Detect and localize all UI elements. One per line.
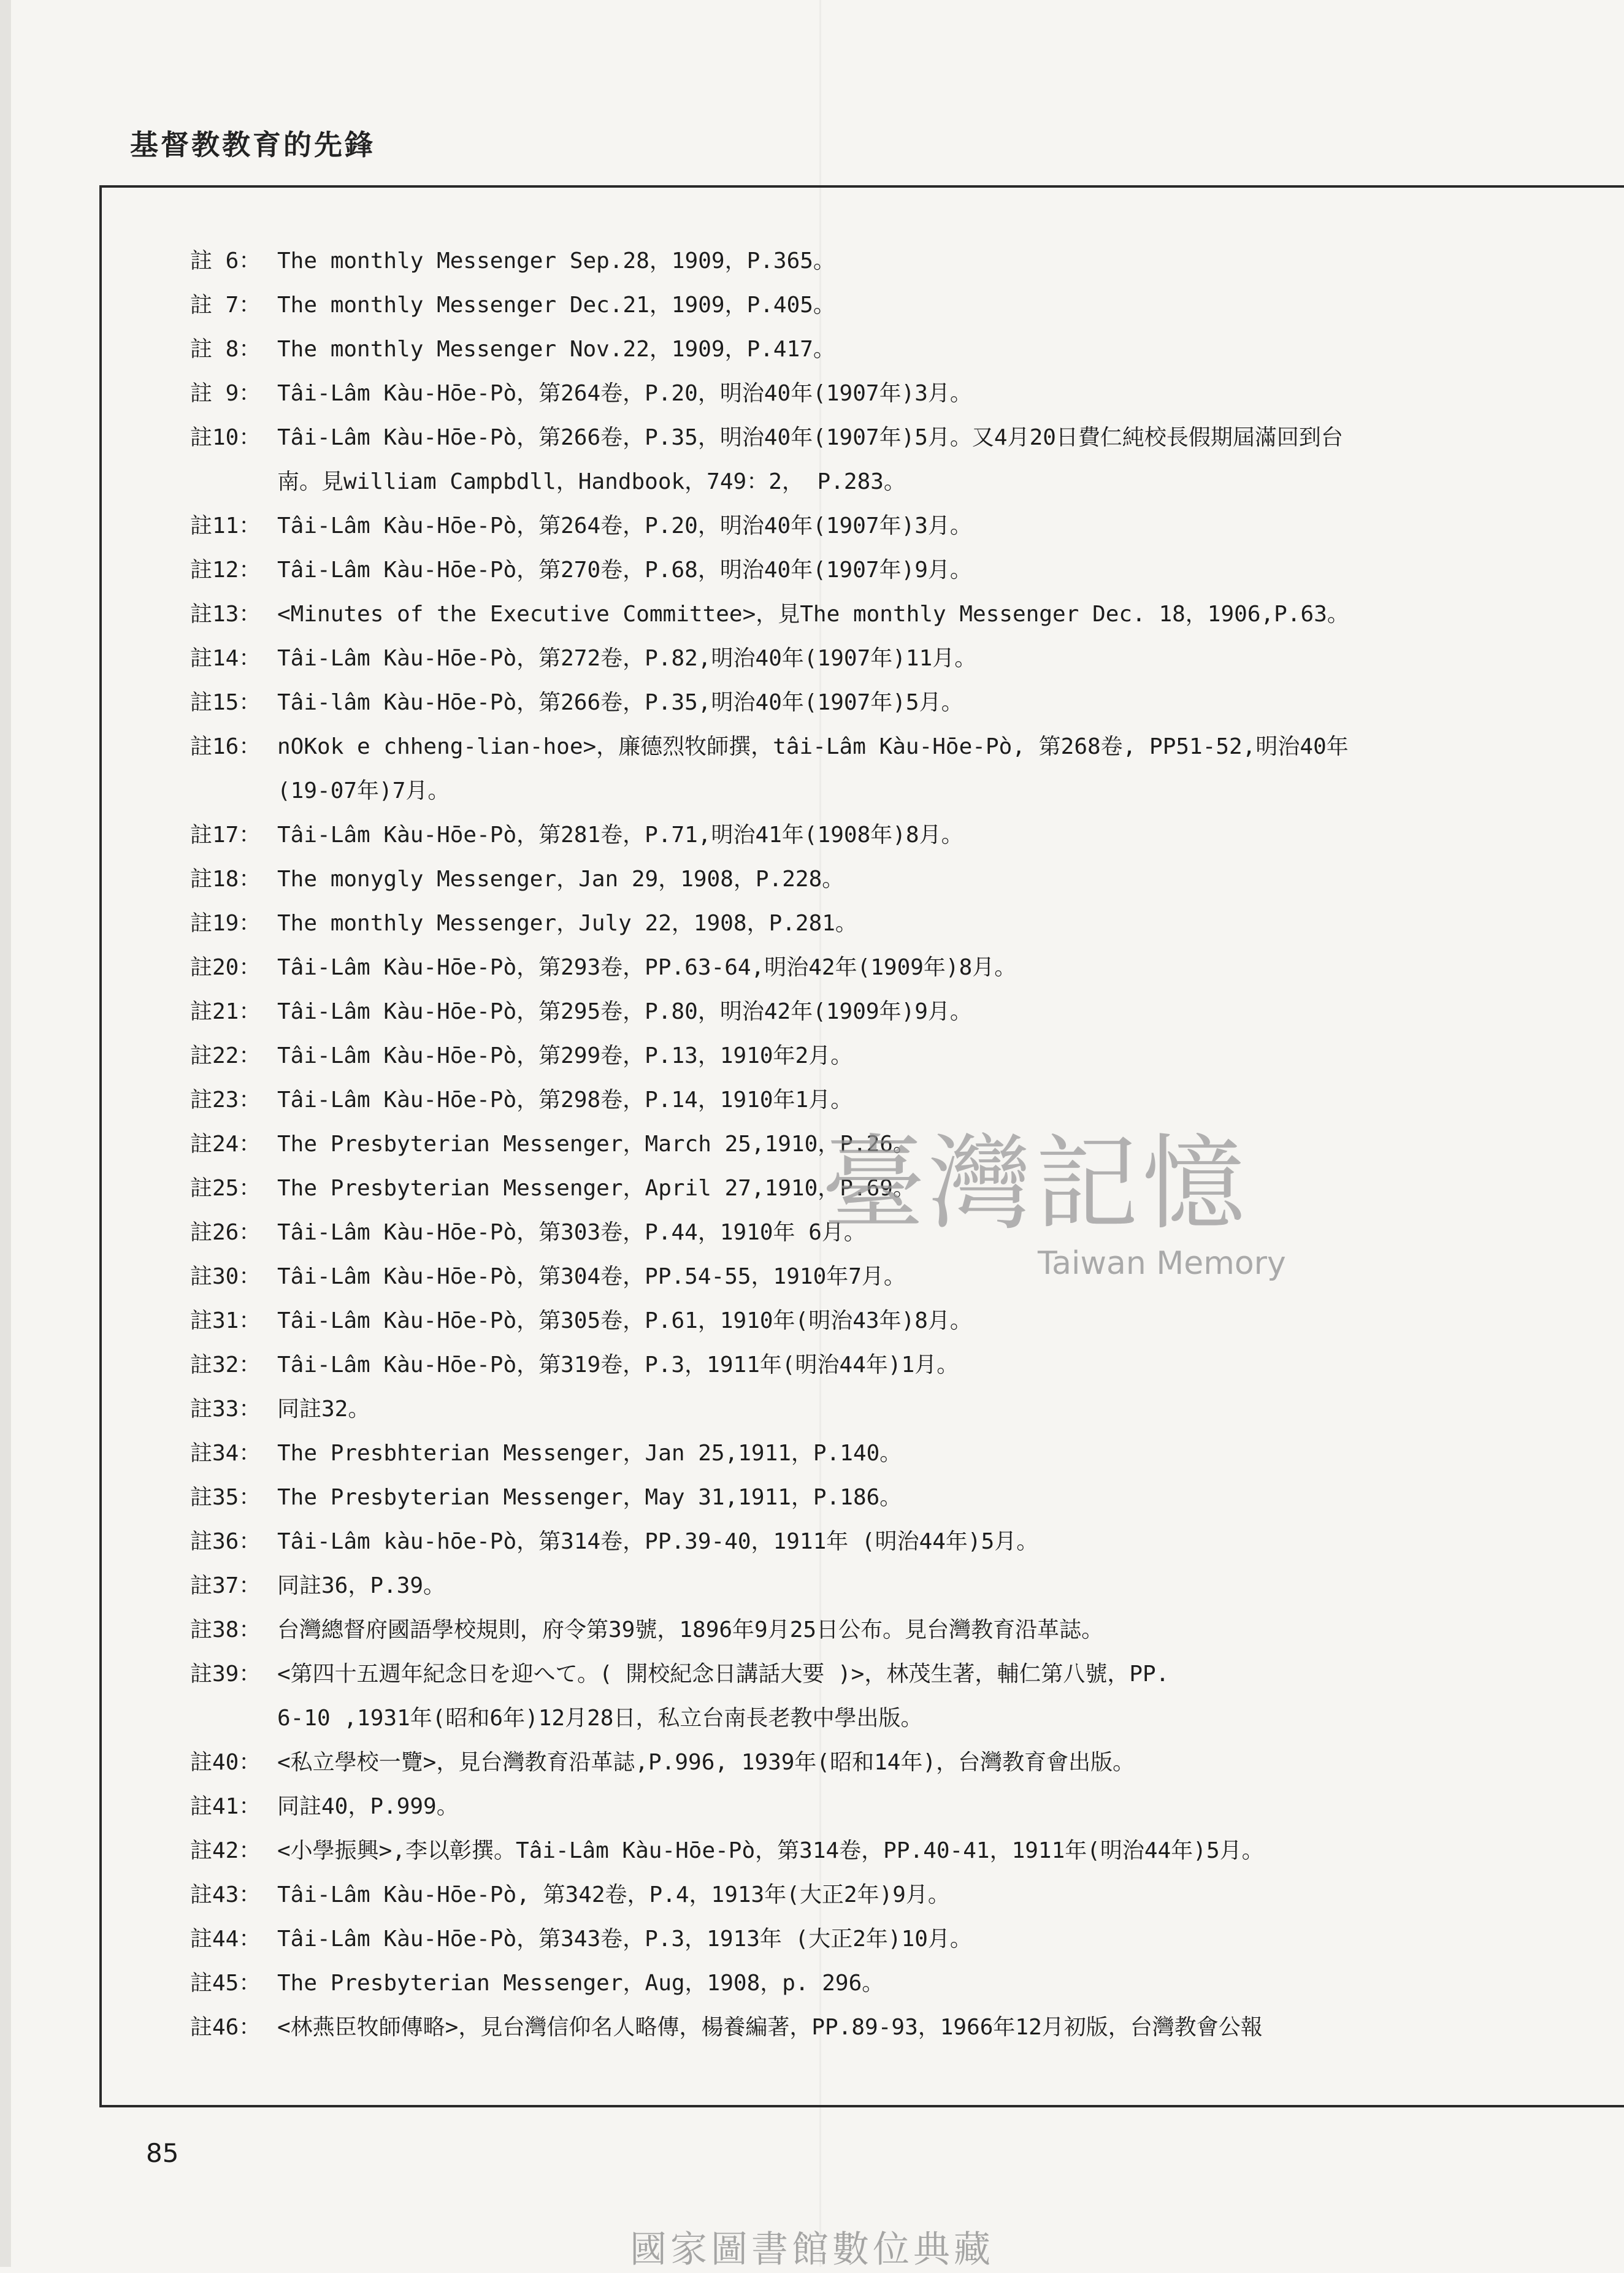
footnote-row [190, 239, 1601, 283]
running-head: 基督教教育的先鋒 [130, 128, 375, 161]
footnote-row [190, 1652, 1601, 1696]
footnote-text: 同註40，P.999。 [277, 1794, 459, 1819]
footnote-label: 註16： [190, 734, 261, 759]
footnote-text: Tâi-Lâm Kàu-Hōe-Pò，第299卷，P.13，1910年2月。 [277, 1043, 853, 1068]
footnote-label: 註21： [190, 999, 261, 1024]
footnote-text: The monthly Messenger，July 22，1908，P.281。 [277, 911, 857, 936]
taiwan-memory-watermark [822, 1122, 1300, 1306]
footnote-label: 註41： [190, 1794, 261, 1819]
footnote-label: 註35： [190, 1485, 261, 1510]
footnote-text: Tâi-Lâm Kàu-Hōe-Pò，第270卷，P.68，明治40年(1907年)9月。 [277, 558, 972, 583]
footnote-label: 註31： [190, 1308, 261, 1333]
footnote-row [190, 1873, 1601, 1917]
footnote-text: The monygly Messenger，Jan 29，1908，P.228。 [277, 867, 845, 892]
footnote-row [190, 1829, 1601, 1873]
frame-rule-bottom [99, 2105, 1624, 2107]
footnote-row [190, 637, 1601, 681]
footnote-row [190, 2006, 1601, 2050]
footnote-text: (19-07年)7月。 [277, 778, 450, 803]
footnote-text: The monthly Messenger Sep.28，1909，P.365。 [277, 248, 835, 274]
footnote-text: Tâi-Lâm Kàu-Hōe-Pò，第264卷，P.20，明治40年(1907年)3月。 [277, 513, 972, 539]
footnote-row [190, 328, 1601, 372]
footnote-row [190, 504, 1601, 548]
footnote-row [190, 857, 1601, 902]
frame-rule-left [99, 185, 102, 2107]
footnote-row [190, 1608, 1601, 1652]
footer-watermark: 國家圖書館數位典藏 [630, 2228, 994, 2271]
footnote-label: 註 6： [190, 248, 261, 274]
footnote-text: Tâi-Lâm kàu-hōe-Pò，第314卷，PP.39-40，1911年 (明治44年)5月。 [277, 1529, 1039, 1554]
footnote-continuation [190, 460, 1601, 504]
footnote-text: Tâi-Lâm Kàu-Hōe-Pò，第293卷，PP.63-64,明治42年(1909年)8月。 [277, 955, 1017, 980]
footnote-row [190, 1961, 1601, 2006]
footnote-row [190, 283, 1601, 328]
footnote-text: <林燕臣牧師傳略>，見台灣信仰名人略傳，楊養編著，PP.89-93，1966年12月初版，台灣教會公報 [277, 2015, 1263, 2040]
footnote-label: 註20： [190, 955, 261, 980]
footnote-text: The Presbyterian Messenger，May 31,1911，P.186。 [277, 1485, 902, 1510]
footnote-text: 同註32。 [277, 1397, 370, 1422]
footnote-label: 註 7： [190, 293, 261, 318]
watermark-sub-text: Taiwan Memory [1038, 1245, 1286, 1282]
footnote-row [190, 1078, 1601, 1122]
footnote-text: Tâi-Lâm Kàu-Hōe-Pò，第295卷，P.80，明治42年(1909年)9月。 [277, 999, 972, 1024]
footnote-row [190, 1741, 1601, 1785]
footnote-text: The Presbyterian Messenger，March 25,1910，P.26。 [277, 1132, 915, 1157]
footnote-text: The monthly Messenger Nov.22，1909，P.417。 [277, 337, 835, 362]
footnote-text: <私立學校一覽>，見台灣教育沿革誌,P.996, 1939年(昭和14年)，台灣教育會出版。 [277, 1750, 1135, 1775]
footnote-text: Tâi-Lâm Kàu-Hōe-Pò，第264卷，P.20，明治40年(1907年)3月。 [277, 381, 972, 406]
footnote-continuation [190, 1696, 1601, 1741]
footnote-row [190, 416, 1601, 460]
footnote-row [190, 813, 1601, 857]
footnote-row [190, 1785, 1601, 1829]
footnote-label: 註22： [190, 1043, 261, 1068]
footnote-label: 註25： [190, 1176, 261, 1201]
footnote-label: 註43： [190, 1882, 261, 1907]
footnote-text: Tâi-Lâm Kàu-Hōe-Pò，第343卷，P.3，1913年 (大正2年)10月。 [277, 1926, 972, 1952]
footnote-label: 註18： [190, 867, 261, 892]
footnote-text: The monthly Messenger Dec.21，1909，P.405。 [277, 293, 835, 318]
footnote-label: 註15： [190, 690, 261, 715]
footnote-text: 6-10 ,1931年(昭和6年)12月28日，私立台南長老教中學出版。 [277, 1706, 923, 1731]
footnote-label: 註14： [190, 646, 261, 671]
footnote-label: 註42： [190, 1838, 261, 1863]
footnote-text: Tâi-Lâm Kàu-Hōe-Pò，第298卷，P.14，1910年1月。 [277, 1087, 853, 1113]
footnote-text: <第四十五週年紀念日を迎へて。( 開校紀念日講話大要 )>，林茂生著，輔仁第八號，PP. [277, 1662, 1170, 1687]
footnote-text: Tâi-Lâm Kàu-Hōe-Pò，第281卷，P.71,明治41年(1908年)8月。 [277, 822, 963, 848]
footnote-row [190, 902, 1601, 946]
footnote-label: 註26： [190, 1220, 261, 1245]
footnote-text: The Presbyterian Messenger，Aug，1908，p. 296。 [277, 1971, 884, 1996]
footnote-label: 註19： [190, 911, 261, 936]
footnote-label: 註10： [190, 425, 261, 450]
footnote-label: 註34： [190, 1441, 261, 1466]
footnote-label: 註40： [190, 1750, 261, 1775]
footnote-label: 註32： [190, 1352, 261, 1378]
footnote-text: <小學振興>,李以彰撰。Tâi-Lâm Kàu-Hōe-Pò，第314卷，PP.40-41，1911年(明治44年)5月。 [277, 1838, 1264, 1863]
footnote-row [190, 1520, 1601, 1564]
footnote-text: Tâi-Lâm Kàu-Hōe-Pò，第305卷，P.61，1910年(明治43年)8月。 [277, 1308, 972, 1333]
footnote-text: Tâi-Lâm Kàu-Hōe-Pò, 第342卷，P.4，1913年(大正2年)9月。 [277, 1882, 950, 1907]
footnote-row [190, 1432, 1601, 1476]
footnote-text: The Presbyterian Messenger，April 27,1910，P.69。 [277, 1176, 915, 1201]
footnote-row [190, 681, 1601, 725]
footnote-label: 註23： [190, 1087, 261, 1113]
footnote-label: 註46： [190, 2015, 261, 2040]
footnote-row [190, 1387, 1601, 1432]
footnote-row [190, 592, 1601, 637]
footnote-label: 註17： [190, 822, 261, 848]
footnote-text: 同註36，P.39。 [277, 1573, 446, 1598]
footnote-label: 註38： [190, 1617, 261, 1642]
page-number: 85 [146, 2138, 179, 2168]
footnote-text: nOKok e chheng-lian-hoe>，廉德烈牧師撰，tâi-Lâm Kàu-Hōe-Pò, 第268卷, PP51-52,明治40年 [277, 734, 1349, 759]
footnote-row [190, 1476, 1601, 1520]
footnote-text: The Presbhterian Messenger，Jan 25,1911，P.140。 [277, 1441, 902, 1466]
footnote-text: Tâi-Lâm Kàu-Hōe-Pò，第272卷，P.82,明治40年(1907年)11月。 [277, 646, 977, 671]
footnote-text: Tâi-Lâm Kàu-Hōe-Pò，第303卷，P.44，1910年 6月。 [277, 1220, 866, 1245]
footnote-row [190, 990, 1601, 1034]
footnote-label: 註39： [190, 1662, 261, 1687]
footnote-continuation [190, 769, 1601, 813]
footnote-text: Tâi-Lâm Kàu-Hōe-Pò，第319卷，P.3，1911年(明治44年)1月。 [277, 1352, 959, 1378]
footnote-row [190, 1917, 1601, 1961]
footnote-label: 註13： [190, 602, 261, 627]
footnote-text: 台灣總督府國語學校規則，府令第39號，1896年9月25日公布。見台灣教育沿革誌。 [277, 1617, 1104, 1642]
footnote-label: 註37： [190, 1573, 261, 1598]
footnote-label: 註36： [190, 1529, 261, 1554]
footnote-row [190, 725, 1601, 769]
footnote-label: 註45： [190, 1971, 261, 1996]
footnote-row [190, 372, 1601, 416]
frame-rule-top [99, 185, 1624, 188]
footnote-row [190, 1564, 1601, 1608]
footnote-label: 註30： [190, 1264, 261, 1289]
footnote-row [190, 946, 1601, 990]
footnote-label: 註33： [190, 1397, 261, 1422]
footnote-row [190, 1343, 1601, 1387]
footnote-label: 註44： [190, 1926, 261, 1952]
footnote-label: 註 9： [190, 381, 261, 406]
footnote-text: Tâi-lâm Kàu-Hōe-Pò，第266卷，P.35,明治40年(1907年)5月。 [277, 690, 963, 715]
footnote-text: Tâi-Lâm Kàu-Hōe-Pò，第266卷，P.35，明治40年(1907年)5月。又4月20日費仁純校長假期屆滿回到台 [277, 425, 1343, 450]
footnote-row [190, 548, 1601, 592]
footnote-row [190, 1034, 1601, 1078]
footnote-text: 南。見william Campbdll，Handbook，749：2， P.283。 [277, 469, 906, 494]
footnote-label: 註24： [190, 1132, 261, 1157]
footnote-text: <Minutes of the Executive Committee>，見The monthly Messenger Dec. 18，1906,P.63。 [277, 602, 1349, 627]
footnote-label: 註12： [190, 558, 261, 583]
page-edge [0, 0, 11, 2267]
footnote-text: Tâi-Lâm Kàu-Hōe-Pò，第304卷，PP.54-55，1910年7月。 [277, 1264, 906, 1289]
footnote-label: 註 8： [190, 337, 261, 362]
watermark-main-text: 臺灣記憶 [822, 1124, 1249, 1244]
footnote-label: 註11： [190, 513, 261, 539]
